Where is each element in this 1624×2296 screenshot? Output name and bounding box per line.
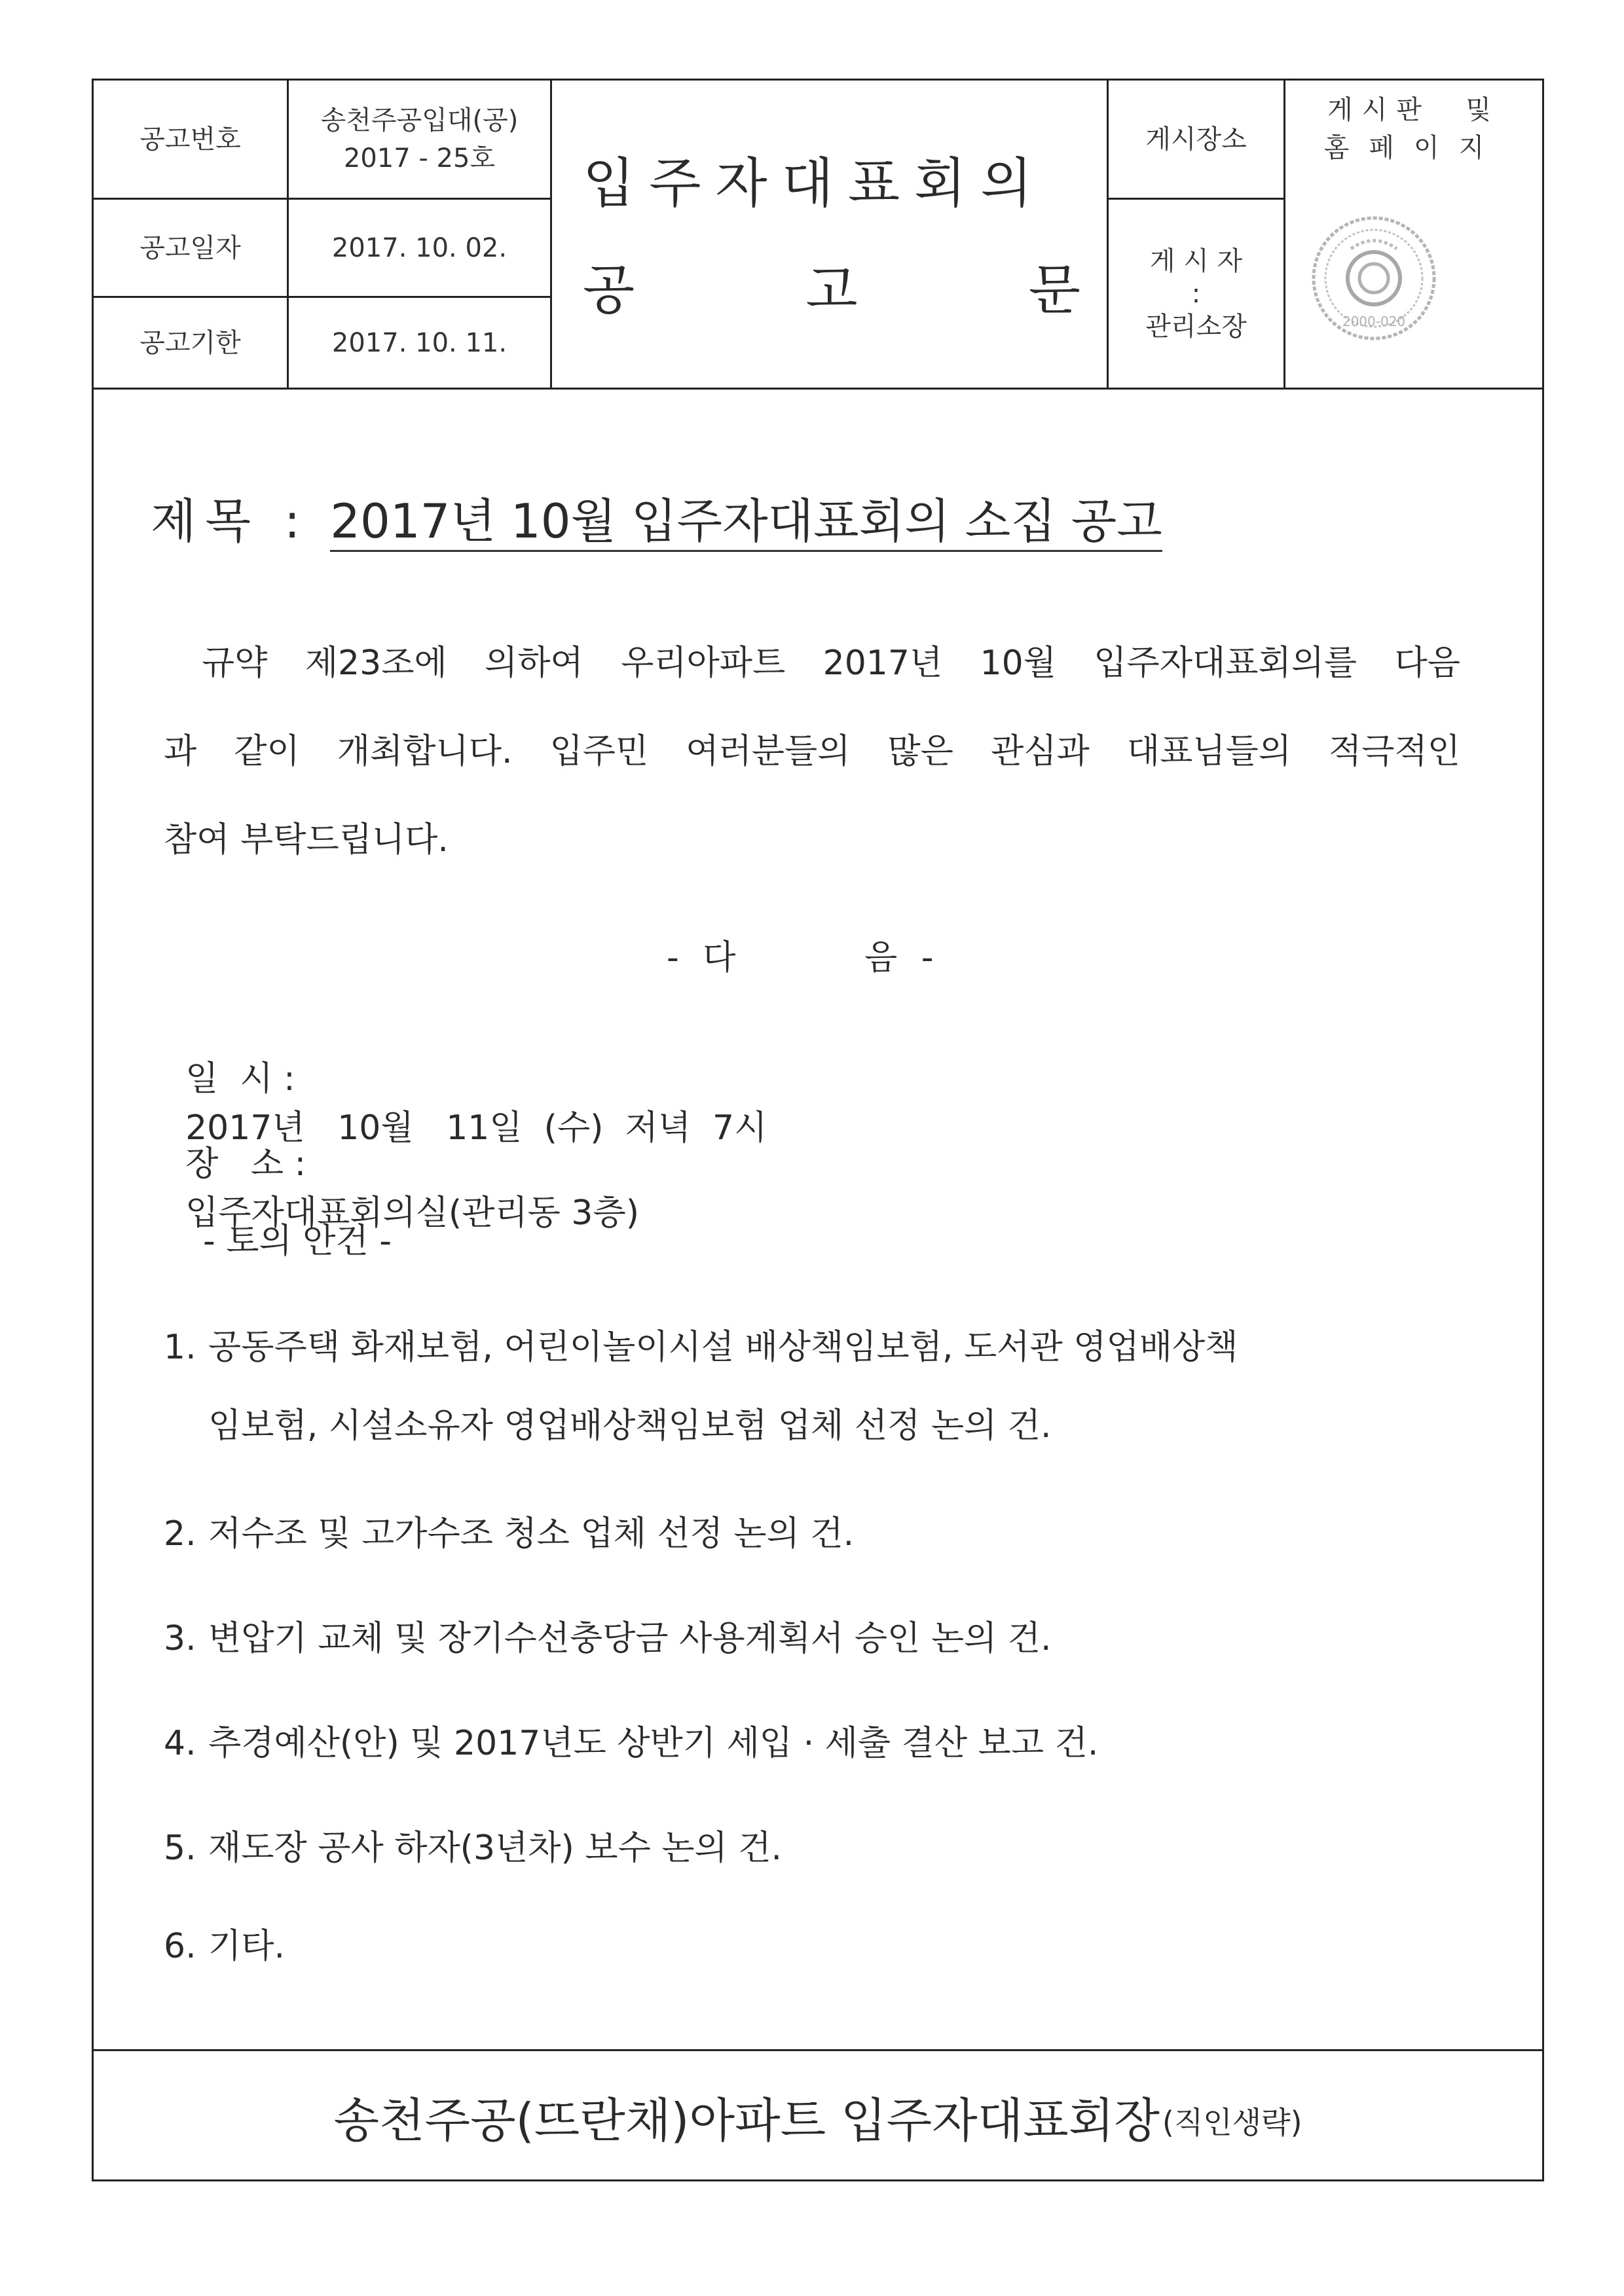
meeting-place-value: 입주자대표회의실(관리동 3층): [185, 1194, 640, 1233]
title-char-3: 문: [1028, 259, 1080, 321]
official-seal: [1305, 210, 1443, 347]
agenda-item-1-continued: 임보험, 시설소유자 영업배상책임보험 업체 선정 논의 건.: [208, 1406, 1052, 1446]
intro-line-1: 규약 제23조에 의하여 우리아파트 2017년 10월 입주자대표회의를 다음: [202, 644, 1460, 683]
meeting-datetime-value: 2017년 10월 11일 (수) 저녁 7시: [185, 1108, 767, 1148]
separator-left: - 다: [667, 938, 743, 977]
agenda-item-text: 추경예산(안) 및 2017년도 상반기 세입 · 세출 결산 보고 건.: [208, 1724, 1099, 1763]
agenda-item-6: [164, 1918, 1460, 1967]
poster-label-line3: 관리소장: [1145, 311, 1247, 342]
agenda-item-4: [164, 1715, 1460, 1764]
notice-date-value: 2017. 10. 02.: [331, 232, 507, 263]
agenda-item-text: 변압기 교체 및 장기수선충당금 사용계획서 승인 논의 건.: [208, 1619, 1052, 1658]
notice-number-value: [289, 81, 550, 198]
document-title-line2: [583, 247, 1080, 324]
issuer-name: 송천주공(뜨란채)아파트 입주자대표회장: [333, 2092, 1160, 2148]
subject-prefix: 제목 :: [151, 494, 310, 549]
notice-number-label: 공고번호: [139, 124, 241, 155]
agenda-item-number: 6.: [164, 1927, 196, 1966]
notice-date-label: 공고일자: [139, 232, 241, 263]
poster-label: [1109, 200, 1283, 388]
posting-place-value: [1285, 81, 1542, 198]
document-title-line1: 입주자대표회의: [583, 153, 1047, 215]
meeting-place-label: 장 소 :: [185, 1144, 306, 1184]
meeting-datetime-label: 일 시 :: [185, 1059, 295, 1099]
title-char-1: 공: [583, 259, 635, 321]
agenda-item-number: 2.: [164, 1514, 196, 1554]
agenda-item-number: 3.: [164, 1619, 196, 1658]
agenda-item-2: [164, 1506, 1460, 1555]
posting-place-line2: 홈페이지: [1323, 133, 1504, 163]
agenda-item-1: [164, 1319, 1460, 1368]
agenda-heading: - 토의 안건 -: [203, 1222, 392, 1261]
notice-period-label: 공고기한: [139, 327, 241, 358]
poster-label-line2: :: [1191, 278, 1201, 309]
intro-line-2: 과 같이 개최합니다. 입주민 여러분들의 많은 관심과 대표님들의 적극적인: [164, 732, 1460, 771]
subject-line: [151, 483, 1162, 551]
title-char-2: 고: [805, 259, 858, 321]
subject-title: 2017년 10월 입주자대표회의 소집 공고: [330, 494, 1162, 552]
agenda-item-number: 5.: [164, 1829, 196, 1868]
header-bottom-rule: [92, 388, 1544, 390]
intro-line-3: 참여 부탁드립니다.: [164, 820, 449, 860]
poster-label-line1: 게 시 자: [1149, 246, 1243, 276]
posting-place-label: 게시장소: [1145, 124, 1247, 155]
agenda-item-text: 기타.: [208, 1927, 285, 1966]
notice-number-line1: 송천주공입대(공): [320, 105, 519, 136]
agenda-item-text: 저수조 및 고가수조 청소 업체 선정 논의 건.: [208, 1514, 855, 1554]
agenda-item-number: 4.: [164, 1724, 196, 1763]
agenda-item-text: 공동주택 화재보험, 어린이놀이시설 배상책임보험, 도서관 영업배상책: [208, 1328, 1238, 1367]
notice-period-value: 2017. 10. 11.: [331, 327, 507, 358]
seal-text: 2000-020: [1342, 314, 1406, 329]
separator-right: 음 -: [864, 938, 940, 977]
agenda-item-number: 1.: [164, 1328, 196, 1367]
seal-omitted-note: (직인생략): [1162, 2104, 1302, 2140]
agenda-item-5: [164, 1820, 1460, 1869]
agenda-item-3: [164, 1611, 1460, 1660]
notice-number-line2: 2017 - 25호: [343, 143, 496, 173]
issuer-signature: [92, 2051, 1544, 2181]
posting-place-line1: 게시판 및: [1327, 95, 1500, 125]
agenda-item-text: 재도장 공사 하자(3년차) 보수 논의 건.: [208, 1829, 783, 1868]
header-col-rule-2: [550, 79, 552, 388]
